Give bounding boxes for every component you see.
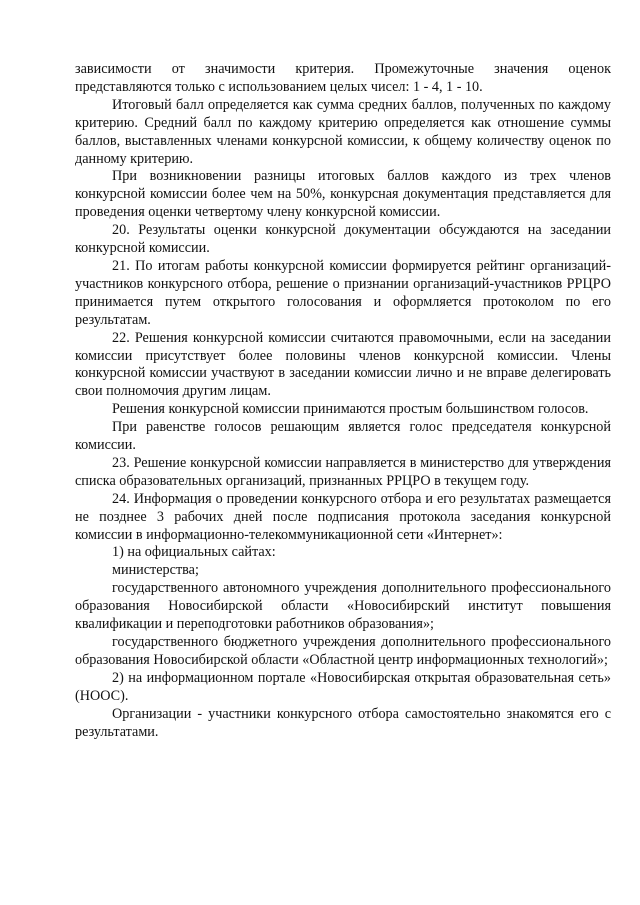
paragraph-item-20: 20. Результаты оценки конкурсной документации обсуждаются на заседании конкурсной комиссии. <box>75 222 611 257</box>
paragraph-ministry: министерства; <box>112 562 199 579</box>
paragraph-evaluation-scale: зависимости от значимости критерия. Промежуточные значения оценок представляются только с использованием целых чисел: 1 - 4, 1 - 10. <box>75 61 611 95</box>
paragraph-item-23: 23. Решение конкурсной комиссии направляется в министерство для утверждения списка образовательных организаций, признанных РРЦРО в текущем году. <box>75 454 611 489</box>
paragraph-item-24: 24. Информация о проведении конкурсного отбора и его результатах размещается не позднее 3 рабочих дней после подписания протокола заседания конкурсной комиссии в информационно-телекоммуникационной сети «Интернет»: <box>75 490 611 543</box>
paragraph-noos-portal: 2) на информационном портале «Новосибирская открытая образовательная сеть» (НООС). <box>75 669 611 704</box>
paragraph-majority-vote: Решения конкурсной комиссии принимаются простым большинством голосов. <box>112 401 589 418</box>
paragraph-item-22: 22. Решения конкурсной комиссии считаются правомочными, если на заседании комиссии присутствует более половины членов конкурсной комиссии. Члены конкурсной комиссии участвуют в заседании комиссии лично и не вправе делегировать свои полномочия другим лицам. <box>75 329 611 400</box>
paragraph-tie-vote: При равенстве голосов решающим является голос председателя конкурсной комиссии. <box>75 419 611 454</box>
paragraph-item-21: 21. По итогам работы конкурсной комиссии формируется рейтинг организаций-участников конкурсного отбора, решение о признании организаций-участников РРЦРО принимается путем открытого голосования и оформляется протоколом по его результатам. <box>75 257 611 328</box>
paragraph-nipkipro: государственного автономного учреждения дополнительного профессионального образования Новосибирской области «Новосибирский институт повышения квалификации и переподготовки работников образования»; <box>75 580 611 633</box>
document-body <box>75 61 611 741</box>
paragraph-regional-it-center: государственного бюджетного учреждения дополнительного профессионального образования Новосибирской области «Областной центр информационных технологий»; <box>75 634 611 668</box>
paragraph-score-difference: При возникновении разницы итоговых баллов каждого из трех членов конкурсной комиссии более чем на 50%, конкурсная документация представляется для проведения оценки четвертому члену конкурсной комиссии. <box>75 168 611 221</box>
paragraph-participants-results: Организации - участники конкурсного отбора самостоятельно знакомятся его с результатами. <box>75 705 611 740</box>
paragraph-official-sites: 1) на официальных сайтах: <box>112 544 276 561</box>
paragraph-final-score: Итоговый балл определяется как сумма средних баллов, полученных по каждому критерию. Средний балл по каждому критерию определяется как отношение суммы баллов, выставленных членами конкурсной комиссии, к общему количеству оценок по данному критерию. <box>75 96 611 167</box>
